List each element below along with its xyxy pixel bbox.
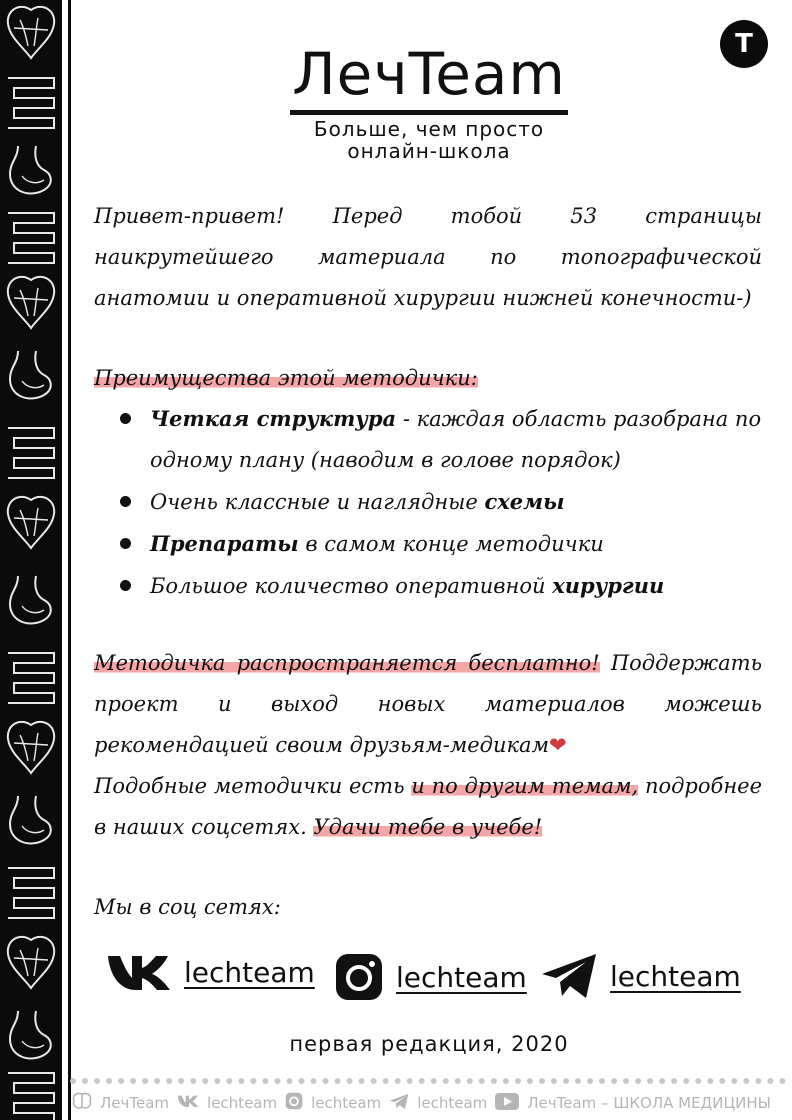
- list-item: [118, 398, 762, 481]
- advantage-bold: хирургии: [552, 573, 665, 598]
- instagram-icon: [285, 1092, 303, 1114]
- free-text-3: подробнее в наших соцсетях.: [94, 774, 763, 839]
- other-topics-highlight: и по другим темам,: [411, 774, 639, 798]
- free-paragraph: [94, 643, 762, 848]
- footer-bar: [72, 1090, 788, 1116]
- advantages-title-text: Преимущества этой методички:: [94, 366, 478, 390]
- decorative-anatomy-strip: [0, 0, 68, 1120]
- telegram-icon: [540, 952, 598, 1000]
- logo-title: ЛечTeam: [290, 42, 568, 115]
- advantage-text: - каждая область разобрана по одному плану (наводим в голове порядок): [150, 407, 762, 472]
- anatomy-pattern: [0, 0, 62, 1120]
- tagline-line-2: онлайн-школа: [347, 139, 511, 163]
- advantage-text: Очень классные и наглядные: [150, 490, 485, 514]
- vk-icon: [177, 1094, 199, 1112]
- telegram-label: lechteam: [610, 959, 741, 993]
- footer-brand: ЛечTeam: [100, 1094, 170, 1112]
- footer-telegram[interactable]: lechteam: [417, 1094, 488, 1112]
- list-item: [118, 565, 762, 607]
- social-instagram[interactable]: [334, 952, 527, 1002]
- intro-paragraph: Привет-привет! Перед тобой 53 страницы наикрутейшего материала по топографической анатомии и оперативной хирургии нижней конечности-): [94, 204, 762, 310]
- footer-youtube[interactable]: ЛечTeam – ШКОЛА МЕДИЦИНЫ: [527, 1094, 771, 1112]
- footer-vk[interactable]: lechteam: [207, 1094, 278, 1112]
- tagline: [66, 118, 792, 162]
- vk-icon: [106, 952, 172, 992]
- advantages-title: [94, 358, 762, 399]
- advantage-bold: Четкая структура: [150, 406, 397, 431]
- social-title: Мы в соц сетях:: [94, 895, 281, 919]
- advantage-bold: схемы: [484, 489, 565, 514]
- telegram-icon: [389, 1093, 409, 1114]
- brand-badge: T: [720, 20, 768, 68]
- list-item: [118, 523, 762, 565]
- footer-divider: [70, 1078, 786, 1084]
- free-highlight: Методичка распространяется бесплатно!: [94, 651, 600, 675]
- social-links: [100, 952, 760, 1012]
- footer-instagram[interactable]: lechteam: [311, 1094, 382, 1112]
- logo: [66, 42, 792, 115]
- social-telegram[interactable]: [540, 952, 741, 1000]
- heart-icon: ❤: [548, 733, 567, 757]
- free-text-2: Подобные методички есть: [94, 774, 412, 798]
- free-text: Поддержать проект и выход новых материалов можешь рекомендацией своим друзьям-медикам: [94, 651, 763, 757]
- advantage-bold: Препараты: [150, 531, 299, 556]
- edition-note: первая редакция, 2020: [289, 1032, 569, 1056]
- tagline-line-1: Больше, чем просто: [313, 117, 545, 141]
- advantages-list: [118, 398, 762, 607]
- instagram-label: lechteam: [396, 960, 527, 994]
- advantage-text: в самом конце методички: [298, 532, 604, 556]
- vk-label: lechteam: [184, 955, 315, 989]
- good-luck-highlight: Удачи тебе в учебе!: [313, 815, 543, 839]
- social-vk[interactable]: [106, 952, 315, 992]
- brain-icon: [72, 1092, 92, 1114]
- instagram-icon: [334, 952, 384, 1002]
- list-item: [118, 481, 762, 523]
- advantage-text: Большое количество оперативной: [150, 574, 553, 598]
- youtube-icon: [495, 1093, 519, 1114]
